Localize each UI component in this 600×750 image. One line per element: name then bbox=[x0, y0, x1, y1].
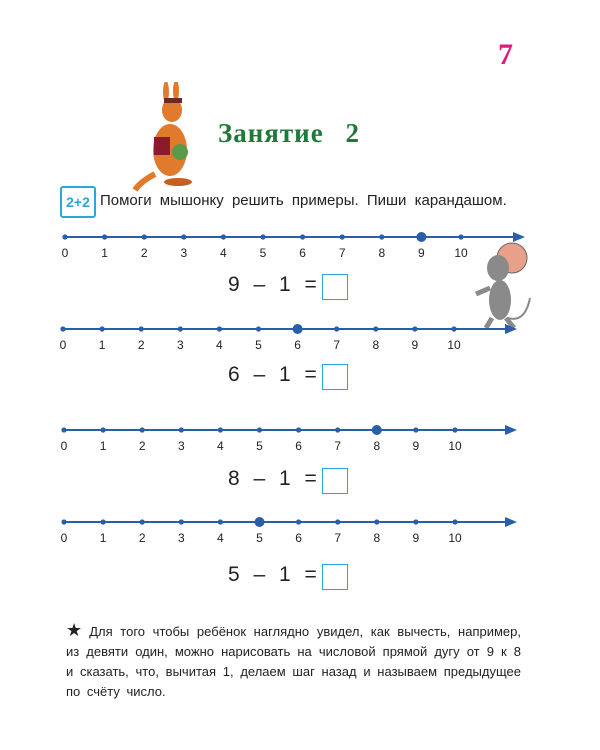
tick-label: 6 bbox=[295, 531, 302, 545]
tick-label: 2 bbox=[140, 246, 148, 260]
tick-label: 0 bbox=[60, 531, 68, 545]
answer-box[interactable] bbox=[322, 564, 348, 590]
tick-point bbox=[100, 326, 105, 331]
tick-point bbox=[61, 519, 66, 524]
tick-label: 2 bbox=[138, 531, 146, 545]
tick-label: 4 bbox=[220, 246, 227, 260]
tick-label: 3 bbox=[180, 246, 188, 260]
tick-point bbox=[62, 234, 67, 239]
tick-point bbox=[61, 427, 66, 432]
tick-label: 7 bbox=[334, 439, 342, 453]
number-line bbox=[0, 512, 600, 532]
note-text: Для того чтобы ребёнок наглядно увидел, как вычесть, например, из девяти один, можно нарисовать на числовой прямой дугу от 9 к 8 и сказать, что, вычитая 1, делаем шаг назад и называем предыдущее по счёту число. bbox=[66, 624, 521, 699]
arrow-head-icon bbox=[505, 425, 517, 435]
tick-point bbox=[217, 326, 222, 331]
highlighted-point bbox=[293, 324, 303, 334]
tick-point bbox=[335, 519, 340, 524]
tick-label: 8 bbox=[378, 246, 386, 260]
tick-point bbox=[256, 326, 261, 331]
star-icon: ★ bbox=[66, 620, 84, 640]
tick-label: 9 bbox=[411, 338, 419, 352]
tick-label: 0 bbox=[60, 439, 68, 453]
tick-label: 10 bbox=[448, 439, 462, 453]
teacher-note bbox=[66, 620, 521, 702]
tick-label: 6 bbox=[295, 439, 302, 453]
tick-point bbox=[181, 234, 186, 239]
highlighted-point bbox=[255, 517, 265, 527]
tick-label: 4 bbox=[217, 531, 224, 545]
tick-label: 3 bbox=[176, 338, 184, 352]
highlighted-point bbox=[372, 425, 382, 435]
tick-point bbox=[373, 326, 378, 331]
tick-point bbox=[60, 326, 65, 331]
equation: 5 – 1 = bbox=[228, 563, 317, 586]
arrow-head-icon bbox=[505, 517, 517, 527]
tick-point bbox=[142, 234, 147, 239]
tick-label: 2 bbox=[138, 439, 146, 453]
tick-point bbox=[334, 326, 339, 331]
tick-point bbox=[458, 234, 463, 239]
tick-label: 5 bbox=[255, 338, 262, 352]
tick-point bbox=[101, 519, 106, 524]
tick-label: 0 bbox=[59, 338, 67, 352]
tick-label: 1 bbox=[98, 338, 106, 352]
equation: 9 – 1 = bbox=[228, 273, 317, 296]
tick-point bbox=[140, 519, 145, 524]
tick-point bbox=[178, 326, 183, 331]
tick-point bbox=[412, 326, 417, 331]
lesson-title: Занятие 2 bbox=[218, 118, 360, 148]
tick-point bbox=[335, 427, 340, 432]
tick-label: 9 bbox=[418, 246, 425, 260]
arrow-head-icon bbox=[513, 232, 525, 242]
number-line bbox=[0, 227, 600, 247]
tick-label: 10 bbox=[454, 246, 468, 260]
tick-label: 3 bbox=[177, 531, 185, 545]
tick-point bbox=[257, 427, 262, 432]
tick-label: 4 bbox=[217, 439, 224, 453]
tick-point bbox=[140, 427, 145, 432]
tick-label: 7 bbox=[338, 246, 346, 260]
tick-label: 6 bbox=[294, 338, 301, 352]
equation: 6 – 1 = bbox=[228, 363, 317, 386]
tick-label: 7 bbox=[333, 338, 341, 352]
tick-point bbox=[102, 234, 107, 239]
tick-label: 1 bbox=[99, 439, 107, 453]
tick-point bbox=[452, 427, 457, 432]
tick-label: 8 bbox=[373, 531, 381, 545]
tick-point bbox=[101, 427, 106, 432]
task-type-badge: 2+2 bbox=[60, 186, 96, 218]
tick-label: 5 bbox=[259, 246, 267, 260]
number-line bbox=[0, 420, 600, 440]
tick-label: 0 bbox=[61, 246, 69, 260]
tick-point bbox=[260, 234, 265, 239]
tick-label: 1 bbox=[101, 246, 108, 260]
tick-label: 4 bbox=[216, 338, 223, 352]
tick-label: 2 bbox=[137, 338, 145, 352]
tick-point bbox=[179, 427, 184, 432]
tick-label: 5 bbox=[256, 439, 263, 453]
tick-point bbox=[379, 234, 384, 239]
tick-label: 10 bbox=[448, 531, 462, 545]
tick-label: 7 bbox=[334, 531, 342, 545]
highlighted-point bbox=[416, 232, 426, 242]
tick-label: 9 bbox=[412, 531, 420, 545]
tick-point bbox=[300, 234, 305, 239]
tick-label: 3 bbox=[177, 439, 185, 453]
tick-label: 1 bbox=[99, 531, 107, 545]
tick-point bbox=[296, 427, 301, 432]
tick-label: 5 bbox=[256, 531, 263, 545]
tick-label: 10 bbox=[447, 338, 461, 352]
answer-box[interactable] bbox=[322, 274, 348, 300]
tick-point bbox=[413, 519, 418, 524]
tick-point bbox=[452, 519, 457, 524]
tick-label: 8 bbox=[372, 338, 380, 352]
tick-point bbox=[340, 234, 345, 239]
tick-point bbox=[413, 427, 418, 432]
tick-point bbox=[374, 519, 379, 524]
instruction-text: Помоги мышонку решить примеры. Пиши карандашом. bbox=[100, 192, 507, 209]
tick-point bbox=[221, 234, 226, 239]
tick-point bbox=[139, 326, 144, 331]
tick-label: 8 bbox=[373, 439, 381, 453]
tick-point bbox=[218, 427, 223, 432]
equation: 8 – 1 = bbox=[228, 467, 317, 490]
answer-box[interactable] bbox=[322, 364, 348, 390]
page-number: 7 bbox=[498, 38, 513, 71]
kangaroo-illustration bbox=[130, 82, 210, 192]
tick-point bbox=[179, 519, 184, 524]
tick-point bbox=[296, 519, 301, 524]
tick-label: 9 bbox=[412, 439, 420, 453]
number-line bbox=[0, 319, 600, 339]
arrow-head-icon bbox=[505, 324, 517, 334]
tick-point bbox=[451, 326, 456, 331]
tick-point bbox=[218, 519, 223, 524]
tick-label: 6 bbox=[299, 246, 306, 260]
answer-box[interactable] bbox=[322, 468, 348, 494]
